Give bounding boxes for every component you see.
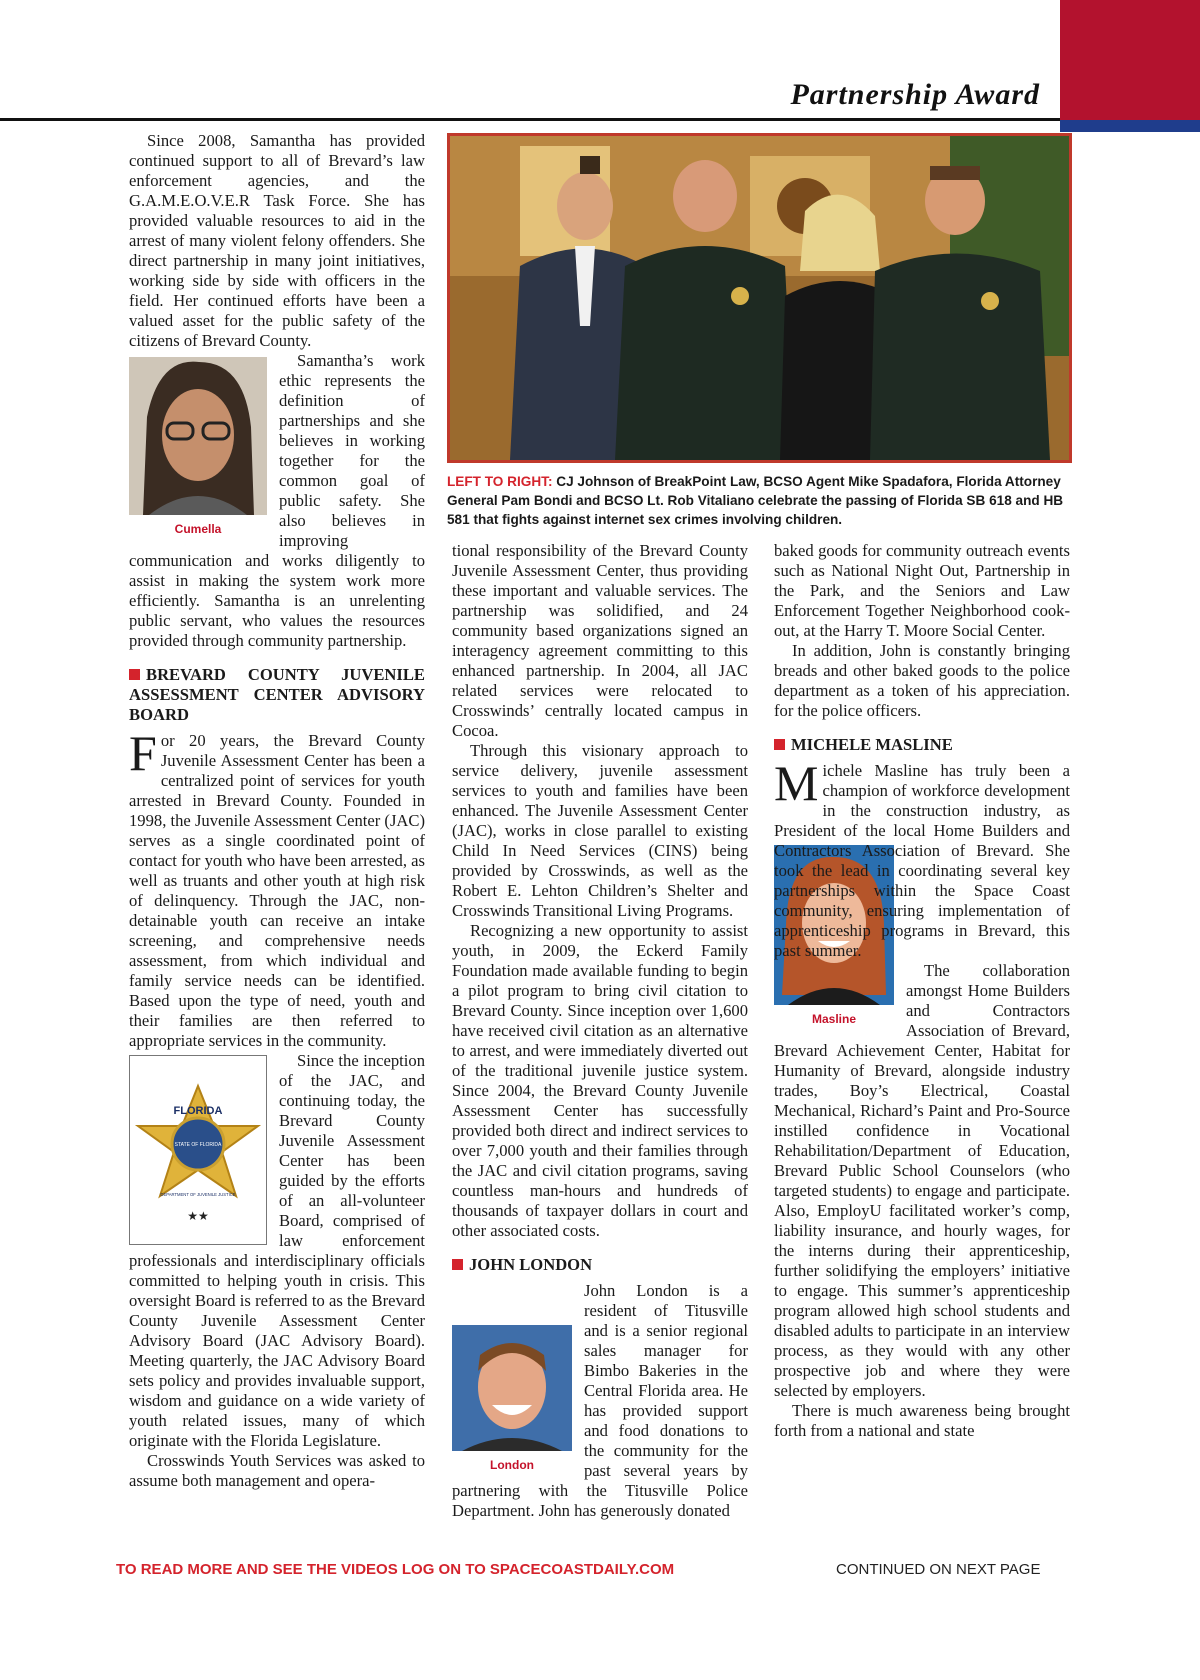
caption-label: LEFT TO RIGHT:: [447, 474, 553, 489]
col3-paragraph-3: [774, 755, 1070, 961]
section-title: Partnership Award: [790, 78, 1040, 111]
djj-badge-icon: [130, 1056, 266, 1244]
caption-text: CJ Johnson of BreakPoint Law, BCSO Agent Mike Spadafora, Florida Attorney General Pam Bondi and BCSO Lt. Rob Vitaliano celebrate the passing of Florida SB 618 and HB 581 that fights against internet sex crimes involving children.: [447, 474, 1064, 527]
col1-paragraph-3-text: or 20 years, the Brevard County Juvenile Assessment Center has been a centralized point of services for youth arrested in Brevard County. Founded in 1998, the Juvenile Assessment Center (JAC) serves as a single coordinated point of contact for youth who have been arrested, as well as truants and other youth at high risk of delinquency. Through the JAC, non-detainable youth can receive an intake screening, and comprehensive needs assessment, from which individual and family service needs can be identified. Based upon the type of need, youth and their families are then referred to appropriate services in the community.: [129, 731, 425, 1050]
col1-paragraph-3: [129, 725, 425, 1051]
col3-paragraph-4: The collaboration amongst Home Builders and Contractors Association of Brevard, Brevard Achievement Center, Habitat for Humanity of Brevard, alongside industry trades, Boy’s Electrical, Coastal Mechanical, Richard’s Paint and Pro-Source instilled confidence in Vocational Rehabilitation/Department of Education, Brevard Public School Counselors (who targeted students) to engage and participate. Also, EmployU facilitated worker’s comp, liability insurance, and hourly wages, for the interns during their apprenticeship, further solidifying the employers’ initiative to engage. This summer’s apprenticeship program allowed high school students and disabled adults to participate in an interview process, as they would with any other prospective job and where they were selected by employers.: [774, 961, 1070, 1400]
london-heading-text: JOHN LONDON: [469, 1255, 593, 1274]
london-photo: [452, 1325, 572, 1451]
main-photo-caption: [447, 472, 1077, 529]
london-portrait: [452, 1325, 572, 1451]
cumella-photo-box: [129, 357, 267, 539]
col2-paragraph-2: Through this visionary approach to service delivery, juvenile assessment services to youth and families have been enhanced. The Juvenile Assessment Center (JAC), works in close parallel to existing Child In Need Services (CINS) being provided by Crosswinds, as well as the Robert E. Lehton Children’s Shelter and Crosswinds Transitional Living Programs.: [452, 741, 748, 920]
masline-heading: [774, 735, 1070, 755]
masline-caption: Masline: [811, 1012, 856, 1026]
col1-paragraph-5: Crosswinds Youth Services was asked to assume both management and opera-: [129, 1451, 425, 1490]
col3-paragraph-5: There is much awareness being brought forth from a national and state: [774, 1401, 1070, 1440]
footer-link-text[interactable]: TO READ MORE AND SEE THE VIDEOS LOG ON TO SPACECOASTDAILY.COM: [116, 1561, 675, 1578]
heading-square-icon: [129, 669, 140, 680]
col2-paragraph-1: tional responsibility of the Brevard County Juvenile Assessment Center, thus providing these important and valuable services. The partnership was solidified, and 24 community based organizations signed an interagency agreement committing to this enhanced partnership. In 2004, all JAC related services were relocated to Crosswinds’ centrally located campus in Cocoa.: [452, 541, 748, 740]
heading-square-icon: [452, 1259, 463, 1270]
jac-heading: [129, 665, 425, 725]
jac-heading-text: BREVARD COUNTY JUVENILE ASSESSMENT CENTER ADVISORY BOARD: [129, 665, 425, 724]
badge-top-text: FLORIDA: [173, 1105, 223, 1117]
masline-heading-text: MICHELE MASLINE: [791, 735, 953, 754]
footer-continued: CONTINUED ON NEXT PAGE: [836, 1561, 1041, 1578]
badge-ring-text: DEPARTMENT OF JUVENILE JUSTICE: [160, 1192, 236, 1197]
cumella-caption: Cumella: [174, 522, 222, 536]
col1-paragraph-1: Since 2008, Samantha has provided continued support to all of Brevard’s law enforcement agencies, and the G.A.M.E.O.V.E.R Task Force. She has provided valuable resources to aid in the arrest of many violent felony offenders. She direct partnership in many joint initiatives, working side by side with officers in the field. Her continued efforts have been a valued asset for the public safety of the citizens of Brevard County.: [129, 131, 425, 350]
cumella-portrait: [129, 357, 267, 515]
djj-badge-box: [129, 1055, 267, 1245]
heading-square-icon: [774, 739, 785, 750]
column-3: [774, 541, 1070, 1441]
header-color-stripe: [1060, 120, 1200, 132]
masline-dropcap: M: [774, 755, 819, 811]
col3-paragraph-3-text: ichele Masline has truly been a champion of workforce development in the construction industry, as President of the local Home Builders and Contractors Association of Brevard. She took the lead in coordinating several key partnerships within the Space Coast community, ensuring implementation of apprenticeship programs in Brevard, this past summer.: [774, 761, 1070, 960]
header-rule: [0, 118, 1060, 121]
jac-dropcap: F: [129, 725, 157, 781]
col1-paragraph-4: Since the inception of the JAC, and continuing today, the Brevard County Juvenile Assessment Center has been guided by the efforts of an all-volunteer Board, comprised of law enforcement professionals and interdisciplinary officials committed to helping youth in crisis. This oversight Board is referred to as the Brevard County Juvenile Assessment Center Advisory Board (JAC Advisory Board). Meeting quarterly, the JAC Advisory Board sets policy and provides invaluable support, wisdom and guidance on a wide variety of youth related issues, many of which originate with the Florida Legislature.: [129, 1051, 425, 1450]
col1-paragraph-2: Samantha’s work ethic represents the definition of partnerships and she believes in working together for the common goal of public safety. She also believes in improving communication and works diligently to assist in making the system work more efficiently. Samantha is an unrelenting public servant, who values the resources provided through community partnership.: [129, 351, 425, 650]
svg-text:★★: ★★: [187, 1209, 209, 1223]
london-heading: [452, 1255, 748, 1275]
london-photo-box: [452, 1325, 572, 1475]
main-photo-illustration: [450, 136, 1069, 460]
cumella-photo: [129, 357, 267, 515]
col3-paragraph-1: baked goods for community outreach events such as National Night Out, Partnership in the Park, and the Seniors and Law Enforcement Together Neighborhood cook-out, at the Harry T. Moore Social Center.: [774, 541, 1070, 640]
london-caption: London: [490, 1458, 534, 1472]
col3-paragraph-2: In addition, John is constantly bringing breads and other baked goods to the police department as a token of his appreciation. for the police officers.: [774, 641, 1070, 720]
header-color-block: [1060, 0, 1200, 120]
col2-paragraph-4: John London is a resident of Titusville and is a senior regional sales manager for Bimbo Bakeries in the Central Florida area. He has provided support and food donations to the community for the past several years by partnering with the Titusville Police Department. John has generously donated: [452, 1281, 748, 1520]
col2-paragraph-3: Recognizing a new opportunity to assist youth, in 2009, the Eckerd Family Foundation made available funding to begin a pilot program to bring civil citation to Brevard County. Since inception over 1,600 have received civil citation as an alternative to arrest, and were immediately diverted out of the traditional juvenile justice system. Since 2004, the Brevard County Juvenile Assessment Center has successfully provided both direct and indirect services to over 7,000 youth and their families through the JAC and civil citation programs, saving countless man-hours and hundreds of thousands of taxpayer dollars in court and other associated costs.: [452, 921, 748, 1240]
column-1: [129, 131, 425, 1491]
main-photo: [447, 133, 1072, 463]
column-2: [452, 541, 748, 1521]
badge-seal-text: STATE OF FLORIDA: [174, 1142, 222, 1148]
